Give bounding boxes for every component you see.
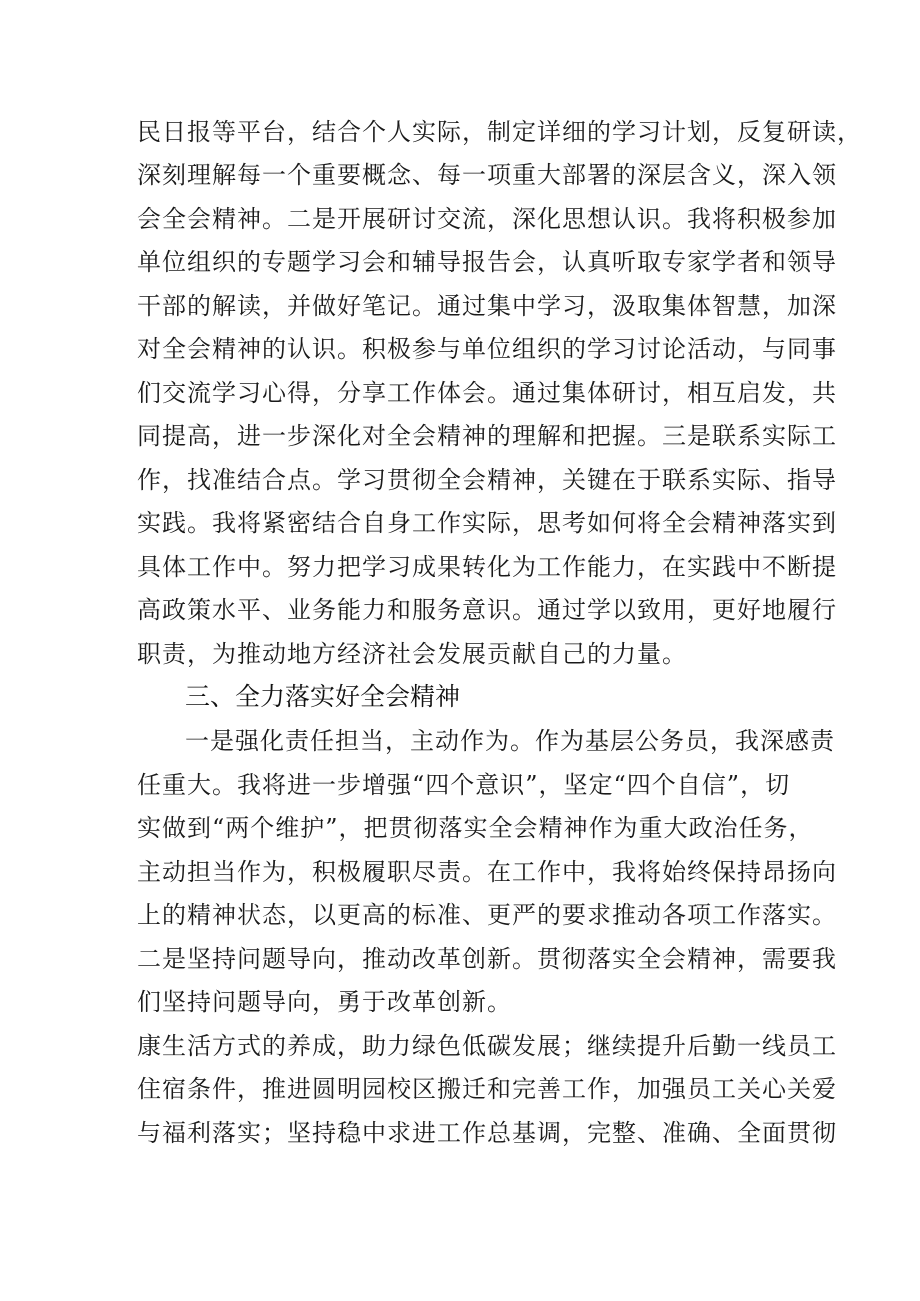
- paragraph-line: 职责，为推动地方经济社会发展贡献自己的力量。: [137, 640, 687, 668]
- paragraph-line: 具体工作中。努力把学习成果转化为工作能力，在实践中不断提: [137, 553, 837, 581]
- paragraph-line: 住宿条件，推进圆明园校区搬迁和完善工作，加强员工关心关爱: [137, 1075, 837, 1103]
- paragraph-line: 深刻理解每一个重要概念、每一项重大部署的深层含义，深入领: [137, 161, 837, 189]
- paragraph-line: 一是强化责任担当，主动作为。作为基层公务员，我深感责: [185, 727, 835, 755]
- paragraph-line: 任重大。我将进一步增强“四个意识”，坚定“四个自信”，切: [137, 771, 791, 799]
- paragraph-line: 上的精神状态，以更高的标准、更严的要求推动各项工作落实。: [137, 901, 837, 929]
- section-heading: 三、全力落实好全会精神: [185, 682, 461, 711]
- paragraph-line: 主动担当作为，积极履职尽责。在工作中，我将始终保持昂扬向: [137, 858, 837, 886]
- paragraph-line: 实践。我将紧密结合自身工作实际，思考如何将全会精神落实到: [137, 509, 837, 537]
- paragraph-line: 民日报等平台，结合个人实际，制定详细的学习计划，反复研读，: [137, 118, 862, 146]
- paragraph-line: 同提高，进一步深化对全会精神的理解和把握。三是联系实际工: [137, 422, 837, 450]
- paragraph-line: 们坚持问题导向，勇于改革创新。: [137, 988, 512, 1016]
- paragraph-line: 们交流学习心得，分享工作体会。通过集体研讨，相互启发，共: [137, 379, 837, 407]
- paragraph-line: 与福利落实；坚持稳中求进工作总基调，完整、准确、全面贯彻: [137, 1119, 837, 1147]
- paragraph-line: 作，找准结合点。学习贯彻全会精神，关键在于联系实际、指导: [137, 466, 837, 494]
- paragraph-line: 对全会精神的认识。积极参与单位组织的学习讨论活动，与同事: [137, 335, 837, 363]
- paragraph-line: 实做到“两个维护”，把贯彻落实全会精神作为重大政治任务，: [137, 814, 814, 842]
- paragraph-line: 干部的解读，并做好笔记。通过集中学习，汲取集体智慧，加深: [137, 292, 837, 320]
- paragraph-line: 单位组织的专题学习会和辅导报告会，认真听取专家学者和领导: [137, 248, 837, 276]
- paragraph-line: 会全会精神。二是开展研讨交流，深化思想认识。我将积极参加: [137, 205, 837, 233]
- paragraph-line: 二是坚持问题导向，推动改革创新。贯彻落实全会精神，需要我: [137, 945, 837, 973]
- paragraph-line: 高政策水平、业务能力和服务意识。通过学以致用，更好地履行: [137, 596, 837, 624]
- paragraph-line: 康生活方式的养成，助力绿色低碳发展；继续提升后勤一线员工: [137, 1032, 837, 1060]
